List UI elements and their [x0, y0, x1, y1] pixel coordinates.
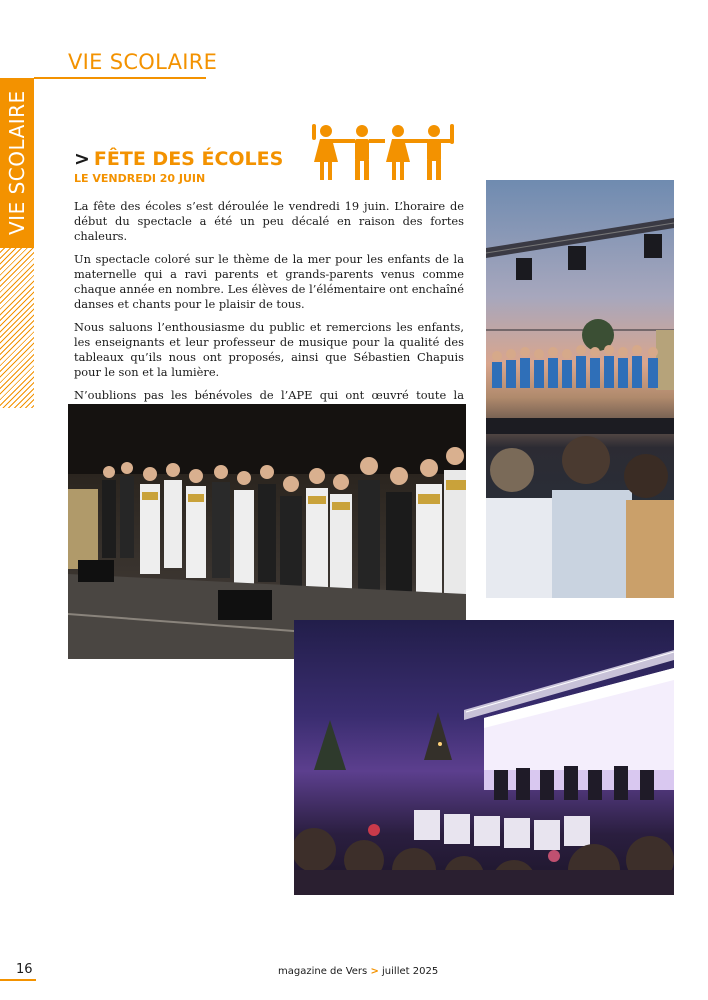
paragraph-1: La fête des écoles s’est déroulée le vendredi 19 juin. L’horaire de début du spectacle a été un peu décalé en raison des fortes chaleurs.	[74, 199, 464, 243]
article-subtitle: LE VENDREDI 20 JUIN	[74, 172, 206, 185]
section-header: VIE SCOLAIRE	[68, 50, 218, 74]
children-holding-hands-icon	[310, 122, 458, 184]
title-arrow: >	[74, 148, 90, 170]
side-tab-label: VIE SCOLAIRE	[0, 78, 34, 248]
paragraph-2: Un spectacle coloré sur le thème de la mer pour les enfants de la maternelle qui a ravi parents et grands-parents venus comme chaque année en nombre. Les élèves de l’élémentaire ont enchaîné danses et chants pour le plaisir de tous.	[74, 252, 464, 311]
page-number: 16	[16, 962, 33, 977]
magazine-name: magazine de Vers	[278, 966, 368, 977]
title-text: FÊTE DES ÉCOLES	[93, 148, 284, 170]
article-title	[74, 148, 283, 170]
magazine-issue: juillet 2025	[382, 966, 439, 977]
page-number-rule	[0, 979, 36, 981]
paragraph-3: Nous saluons l’enthousiasme du public et remercions les enfants, les enseignants et leur professeur de musique pour la qualité des tableaux qu’ils nous ont proposés, ainsi que Sébastien Chapuis pour le son et la lumière.	[74, 320, 464, 379]
photo-night-show	[294, 620, 674, 895]
section-header-rule	[34, 77, 206, 79]
footer-arrow: >	[370, 966, 379, 977]
paragraph-4: N’oublions pas les bénévoles de l’APE qui ont œuvré toute la	[74, 388, 464, 402]
magazine-footer	[278, 966, 438, 977]
photo-stage-dusk	[486, 180, 674, 598]
article-body	[74, 199, 464, 426]
